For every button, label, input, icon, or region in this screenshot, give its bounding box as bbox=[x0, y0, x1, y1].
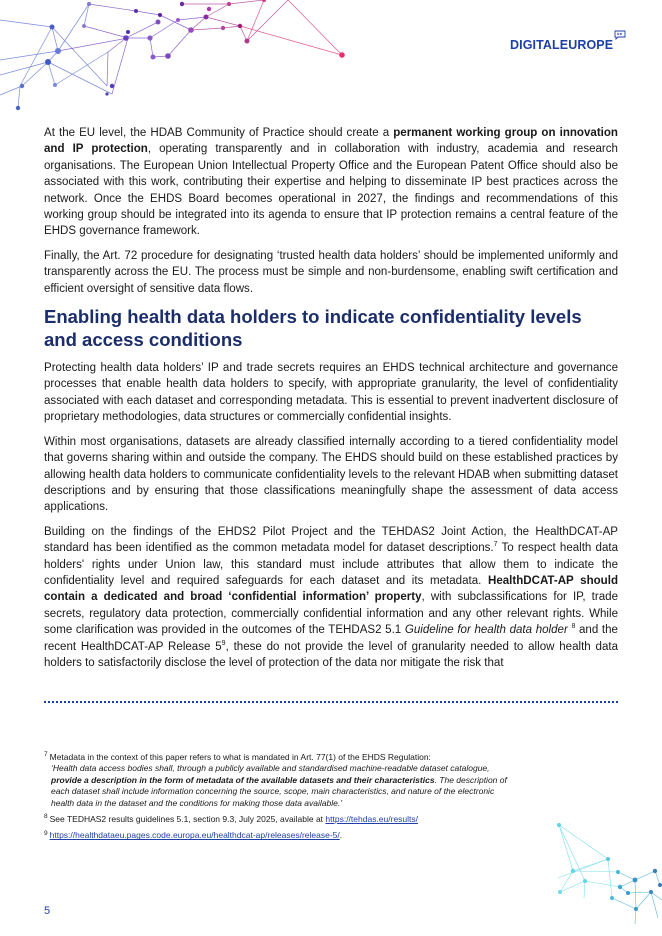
logo-text: DIGITALEUROPE bbox=[510, 38, 614, 52]
text: ‘Health data access bodies shall, through a publicly available and standardised machine-readable dataset catalogue, bbox=[51, 763, 490, 774]
bold-text: provide a description in the form of metadata of the available datasets and their characteristics bbox=[51, 774, 435, 785]
footnote-number: 8 bbox=[44, 813, 48, 821]
paragraph-hdab-working-group bbox=[44, 125, 618, 240]
footnote-ref-7[interactable]: 7 bbox=[493, 541, 498, 549]
text: . The description of each dataset shall include information concerning the source, scope, main characteristics, and nature of the electronic health data in the dataset and the conditions for making those data available.’ bbox=[51, 774, 507, 808]
text: . bbox=[339, 830, 343, 841]
digitaleurope-logo bbox=[510, 30, 626, 52]
text: Building on the findings of the EHDS2 Pilot Project and the TEHDAS2 Joint Action, the HealthDCAT-AP standard has been identified as the common metadata model for dataset descriptions. bbox=[44, 525, 618, 555]
network-graph-decoration-icon bbox=[0, 0, 360, 115]
paragraph-healthdcat-ap bbox=[44, 524, 618, 672]
footnote-ref-8[interactable]: 8 bbox=[571, 623, 576, 631]
footnote-text: See TEDHAS2 results guidelines 5.1, section 9.3, July 2025, available at bbox=[49, 814, 326, 825]
bold-text: permanent working group on innovation and IP protection bbox=[44, 127, 618, 156]
text: , with subclassifications for IP, trade secrets, regulatory data protection, commercially confidential information and any other relevant rights. While some clarification was provided in the outcomes of the TEHDAS2 5.1 bbox=[44, 591, 618, 637]
healthdcat-release-link[interactable]: https://healthdataeu.pages.code.europa.eu/healthdcat-ap/releases/release-5/ bbox=[49, 830, 340, 841]
text: , these do not provide the level of granularity needed to allow health data holders to satisfactorily disclose the level of protection of the data nor mitigate the risk that bbox=[44, 640, 618, 669]
footnote-text: Metadata in the context of this paper refers to what is mandated in Art. 77(1) of the EHDS Regulation: bbox=[49, 752, 431, 762]
footnote-9 bbox=[44, 830, 514, 841]
text: , operating transparently and in collaboration with industry, academia and research organisations. The European Union Intellectual Property Office and the European Patent Office should also be associated with this work, contributing their expertise and helping to disseminate IP best practices across the network. Once the EHDS Board becomes operational in 2027, the findings and recommendations of this working group should be integrated into its agenda to ensure that IP protection remains a central feature of the EHDS governance framework. bbox=[44, 143, 618, 238]
paragraph-tiered-confidentiality: Within most organisations, datasets are already classified internally according to a tiered confidentiality model that governs sharing within and outside the company. The EHDS should build on these established practices by allowing health data holders to communicate confidentiality levels to the relevant HDAB when submitting dataset descriptions and by ensuring that those classifications meaningfully shape the assessment of data access applications. bbox=[44, 435, 618, 514]
footnote-ref-9[interactable]: 9 bbox=[221, 639, 226, 647]
footnote-number: 9 bbox=[44, 829, 48, 837]
text: and the recent HealthDCAT-AP Release 5 bbox=[44, 624, 618, 653]
speech-bubble-play-icon bbox=[614, 30, 626, 40]
text: At the EU level, the HDAB Community of Practice should create a bbox=[44, 127, 394, 139]
section-heading: Enabling health data holders to indicate confidentiality levels and access conditions bbox=[44, 306, 582, 351]
page-number: 5 bbox=[44, 905, 51, 917]
main-content bbox=[44, 125, 618, 679]
footnote-number: 7 bbox=[44, 751, 48, 759]
footnote-7 bbox=[44, 752, 514, 809]
footnote-8 bbox=[44, 814, 514, 825]
italic-text: Guideline for health data holder bbox=[404, 624, 568, 637]
network-graph-decoration-icon bbox=[520, 810, 662, 936]
footnotes bbox=[44, 752, 514, 847]
paragraph-protecting-ip: Protecting health data holders’ IP and trade secrets requires an EHDS technical architecture and governance processes that enable health data holders to specify, with appropriate granularity, the level of confidentiality associated with each dataset and corresponding metadata. This is essential to prevent inadvertent disclosure of proprietary methodologies, data structures or commercially confidential insights. bbox=[44, 362, 618, 424]
tehdas-results-link[interactable]: https://tehdas.eu/results/ bbox=[325, 814, 419, 825]
paragraph-art72: Finally, the Art. 72 procedure for designating ‘trusted health data holders’ should be implemented uniformly and transparently across the EU. The process must be simple and non-burdensome, enabling swift certification and efficient oversight of sensitive data flows. bbox=[44, 249, 618, 295]
bold-text: HealthDCAT-AP should contain a dedicated and broad ‘confidential information’ property bbox=[44, 574, 619, 604]
footnote-separator bbox=[44, 701, 618, 703]
text: To respect health data holders' rights under Union law, this standard must include attributes that allow them to indicate the confidentiality level and required safeguards for each dataset and its metadata. bbox=[44, 542, 618, 587]
footnote-quote bbox=[44, 763, 514, 809]
